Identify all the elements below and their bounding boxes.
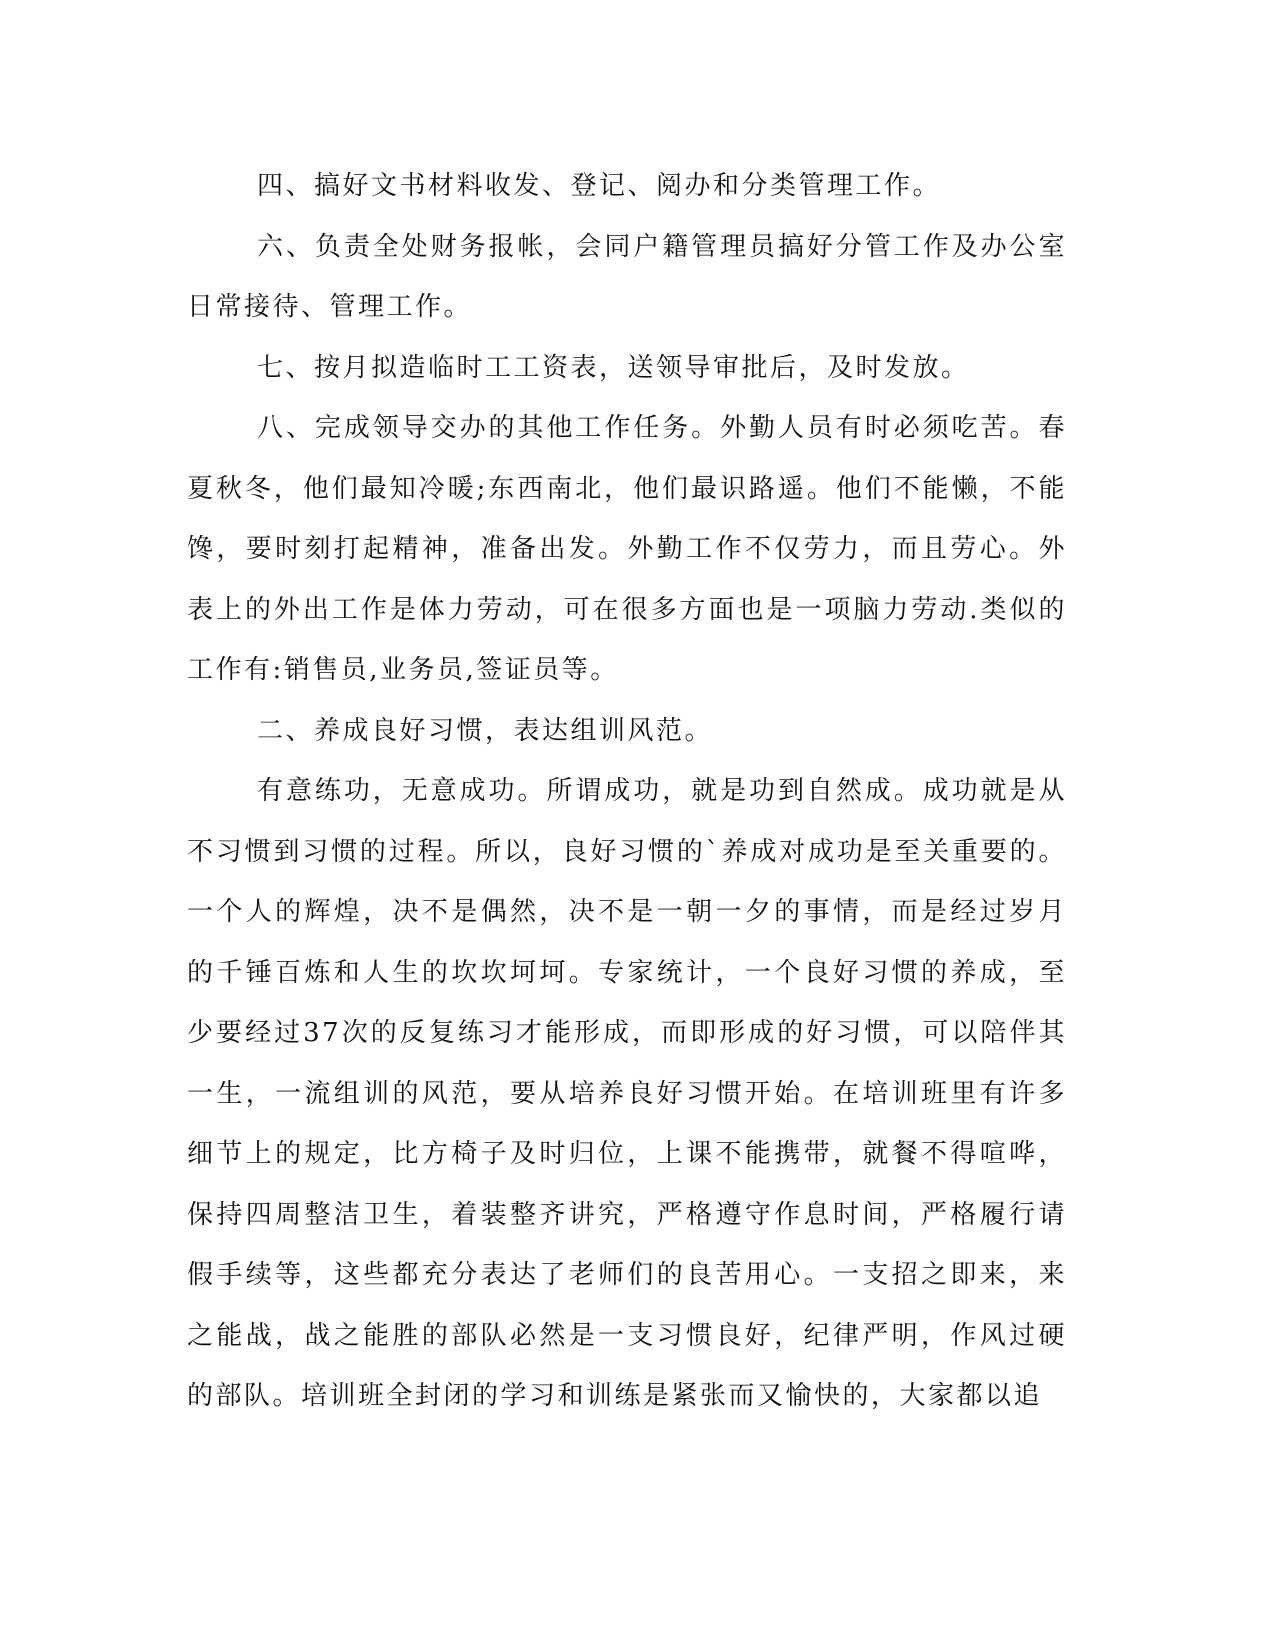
- document-body: [187, 156, 1067, 1427]
- body-paragraph: 有意练功，无意成功。所谓成功，就是功到自然成。成功就是从不习惯到习惯的过程。所以，良好习惯的`养成对成功是至关重要的。一个人的辉煌，决不是偶然，决不是一朝一夕的事情，而是经过岁月的千锤百炼和人生的坎坎坷坷。专家统计，一个良好习惯的养成，至少要经过37次的反复练习才能形成，而即形成的好习惯，可以陪伴其一生，一流组训的风范，要从培养良好习惯开始。在培训班里有许多细节上的规定，比方椅子及时归位，上课不能携带，就餐不得喧哗，保持四周整洁卫生，着装整齐讲究，严格遵守作息时间，严格履行请假手续等，这些都充分表达了老师们的良苦用心。一支招之即来，来之能战，战之能胜的部队必然是一支习惯良好，纪律严明，作风过硬的部队。培训班全封闭的学习和训练是紧张而又愉快的，大家都以追: [187, 776, 1067, 1411]
- paragraph-item-7: 七、按月拟造临时工工资表，送领导审批后，及时发放。: [257, 352, 970, 383]
- paragraph-item-6: 六、负责全处财务报帐，会同户籍管理员搞好分管工作及办公室日常接待、管理工作。: [187, 231, 1067, 322]
- paragraph-item-4: 四、搞好文书材料收发、登记、阅办和分类管理工作。: [257, 171, 942, 201]
- section-heading-2: 二、养成良好习惯，表达组训风范。: [257, 715, 714, 746]
- paragraph-item-8: 八、完成领导交办的其他工作任务。外勤人员有时必须吃苦。春夏秋冬，他们最知冷暖;东西南北，他们最识路遥。他们不能懒，不能馋，要时刻打起精神，准备出发。外勤工作不仅劳力，而且劳心。外表上的外出工作是体力劳动，可在很多方面也是一项脑力劳动.类似的工作有:销售员,业务员,签证员等。: [187, 413, 1067, 685]
